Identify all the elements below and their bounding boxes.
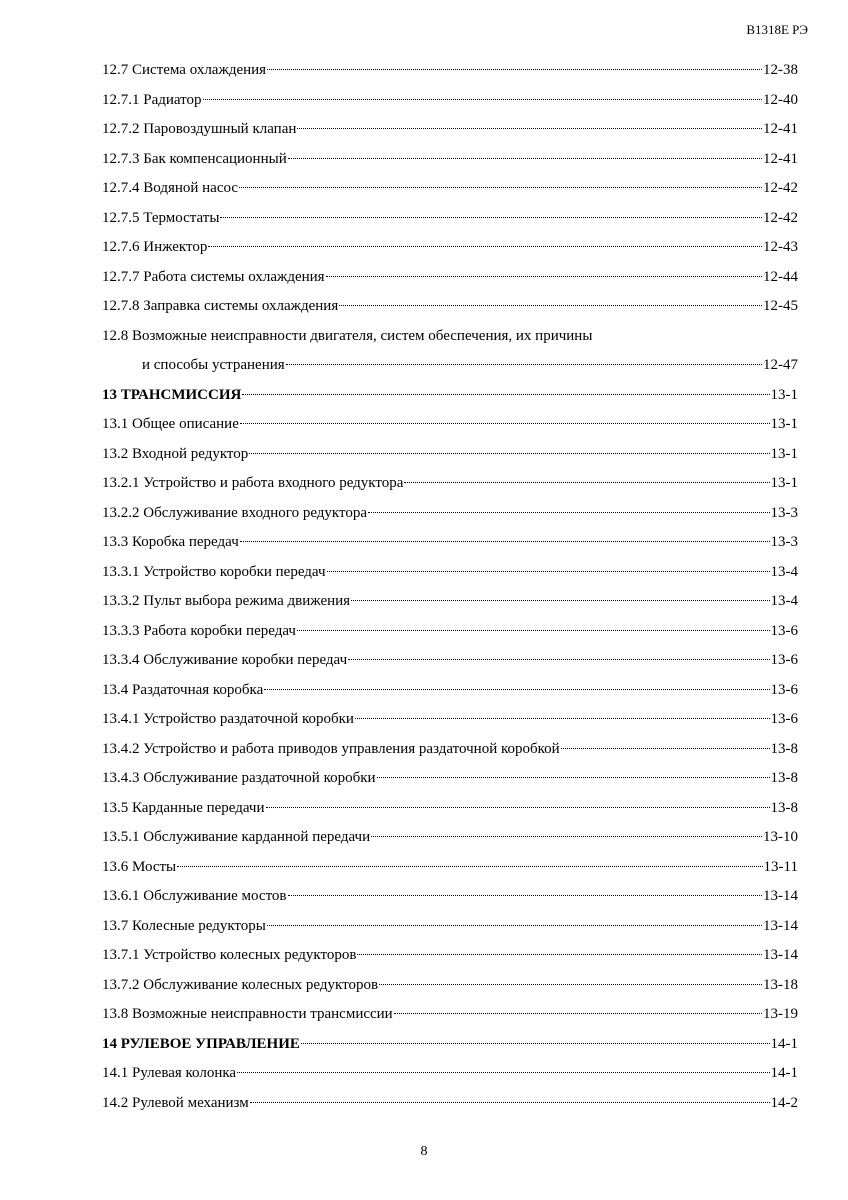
- toc-entry-page: 13-6: [770, 622, 798, 639]
- toc-leader-dots: [368, 512, 769, 513]
- toc-leader-dots: [351, 600, 769, 601]
- toc-entry-page: 12-41: [763, 150, 798, 167]
- toc-entry-page: 13-3: [770, 504, 798, 521]
- toc-entry-title: 12.7.1 Радиатор: [102, 91, 202, 108]
- toc-entry-title: 13.4 Раздаточная коробка: [102, 681, 264, 698]
- toc-entry-title: 13.5 Карданные передачи: [102, 799, 265, 816]
- toc-entry[interactable]: [102, 975, 798, 1005]
- toc-entry[interactable]: [102, 296, 798, 326]
- toc-entry-page: 12-45: [763, 298, 798, 314]
- toc-entry-title: 13 ТРАНСМИССИЯ: [102, 386, 242, 403]
- toc-entry-title: 12.7.3 Бак компенсационный: [102, 150, 287, 167]
- toc-entry[interactable]: [102, 90, 798, 120]
- toc-entry-title: 13.2.2 Обслуживание входного редуктора: [102, 504, 368, 521]
- toc-entry-title: 13.5.1 Обслуживание карданной передачи: [102, 829, 371, 845]
- toc-entry-page: 12-42: [763, 209, 798, 226]
- toc-entry-title: 13.2.1 Устройство и работа входного редуктора: [102, 475, 404, 491]
- toc-entry[interactable]: [102, 886, 798, 916]
- toc-leader-dots: [286, 364, 762, 365]
- toc-entry[interactable]: [102, 149, 798, 179]
- toc-entry[interactable]: [102, 857, 798, 887]
- toc-entry-continuation[interactable]: [102, 355, 798, 385]
- toc-entry-title: 12.7.7 Работа системы охлаждения: [102, 268, 325, 285]
- toc-leader-dots: [377, 777, 770, 778]
- toc-entry-page: 13-18: [763, 976, 798, 993]
- toc-leader-dots: [249, 453, 769, 454]
- toc-entry[interactable]: [102, 1093, 798, 1123]
- toc-entry[interactable]: [102, 60, 798, 90]
- toc-entry-page: 13-3: [770, 534, 798, 550]
- toc-entry-page: 13-14: [763, 888, 798, 904]
- toc-entry[interactable]: [102, 473, 798, 503]
- toc-entry-title: и способы устранения: [142, 357, 285, 373]
- toc-entry[interactable]: [102, 680, 798, 710]
- toc-entry-page: 13-14: [763, 947, 798, 963]
- toc-leader-dots: [237, 1072, 769, 1073]
- toc-entry-page: 13-6: [770, 681, 798, 698]
- toc-leader-dots: [371, 836, 762, 837]
- document-code: В1318Е РЭ: [746, 22, 808, 37]
- toc-entry[interactable]: [102, 562, 798, 592]
- toc-entry-page: 13-1: [770, 475, 798, 491]
- toc-leader-dots: [288, 895, 762, 896]
- toc-leader-dots: [267, 925, 762, 926]
- toc-entry-title: 13.3.3 Работа коробки передач: [102, 622, 296, 639]
- toc-entry-page: 13-6: [770, 652, 798, 668]
- toc-leader-dots: [355, 718, 770, 719]
- toc-leader-dots: [239, 187, 762, 188]
- toc-entry-page: 13-8: [770, 799, 798, 816]
- toc-entry[interactable]: [102, 945, 798, 975]
- toc-leader-dots: [357, 954, 762, 955]
- toc-leader-dots: [561, 748, 770, 749]
- toc-entry-title: 13.4.1 Устройство раздаточной коробки: [102, 711, 354, 727]
- toc-leader-dots: [203, 99, 762, 100]
- toc-leader-dots: [250, 1102, 770, 1103]
- toc-entry[interactable]: [102, 827, 798, 857]
- toc-entry-title: 14.1 Рулевая колонка: [102, 1065, 237, 1081]
- toc-entry-title: 13.3.4 Обслуживание коробки передач: [102, 652, 348, 668]
- toc-entry[interactable]: [102, 916, 798, 946]
- toc-entry-title: 13.3 Коробка передач: [102, 534, 239, 550]
- toc-entry-page: 13-10: [763, 829, 798, 845]
- toc-entry-page: 13-11: [763, 858, 798, 875]
- toc-leader-dots: [326, 276, 762, 277]
- toc-entry[interactable]: [102, 444, 798, 474]
- toc-entry-page: 13-1: [770, 445, 798, 462]
- toc-entry-page: 13-1: [770, 386, 798, 403]
- table-of-contents: [102, 60, 798, 1122]
- toc-entry-title: 12.7 Система охлаждения: [102, 62, 267, 78]
- toc-entry[interactable]: [102, 119, 798, 149]
- toc-leader-dots: [379, 984, 762, 985]
- toc-entry-title: 13.2 Входной редуктор: [102, 445, 249, 462]
- toc-entry-title: 14.2 Рулевой механизм: [102, 1094, 249, 1111]
- toc-leader-dots: [208, 246, 762, 247]
- toc-entry-title: 12.8 Возможные неисправности двигателя, систем обеспечения, их причины: [102, 327, 593, 344]
- toc-entry[interactable]: [102, 178, 798, 208]
- toc-entry-title: 12.7.6 Инжектор: [102, 239, 208, 255]
- toc-entry-page: 14-1: [770, 1065, 798, 1081]
- toc-leader-dots: [348, 659, 769, 660]
- toc-entry-page: 12-41: [763, 121, 798, 137]
- toc-leader-dots: [288, 158, 762, 159]
- toc-leader-dots: [177, 866, 762, 867]
- toc-leader-dots: [220, 217, 762, 218]
- toc-entry-title: 12.7.5 Термостаты: [102, 209, 220, 226]
- toc-entry[interactable]: [102, 621, 798, 651]
- toc-leader-dots: [394, 1013, 762, 1014]
- toc-entry[interactable]: [102, 709, 798, 739]
- toc-chapter-entry[interactable]: [102, 1034, 798, 1064]
- toc-entry[interactable]: [102, 208, 798, 238]
- toc-entry[interactable]: [102, 267, 798, 297]
- toc-entry-title: 13.6.1 Обслуживание мостов: [102, 888, 287, 904]
- page-number: 8: [420, 1144, 428, 1159]
- toc-entry-title: 13.8 Возможные неисправности трансмиссии: [102, 1006, 393, 1022]
- toc-entry-page: 14-1: [770, 1035, 798, 1052]
- toc-entry[interactable]: [102, 591, 798, 621]
- toc-leader-dots: [297, 630, 770, 631]
- toc-entry[interactable]: [102, 650, 798, 680]
- toc-entry[interactable]: [102, 414, 798, 444]
- toc-entry-title: 13.7.1 Устройство колесных редукторов: [102, 947, 357, 963]
- toc-entry[interactable]: [102, 798, 798, 828]
- toc-leader-dots: [242, 394, 769, 395]
- toc-entry-page: 13-8: [770, 770, 798, 786]
- toc-entry-title: 12.7.4 Водяной насос: [102, 180, 239, 196]
- toc-entry-title: 13.3.2 Пульт выбора режима движения: [102, 593, 351, 609]
- toc-entry[interactable]: [102, 768, 798, 798]
- toc-entry-page: 13-6: [770, 711, 798, 727]
- toc-entry-title: 13.4.3 Обслуживание раздаточной коробки: [102, 770, 376, 786]
- toc-leader-dots: [301, 1043, 770, 1044]
- toc-entry-page: 13-19: [763, 1006, 798, 1022]
- toc-leader-dots: [267, 69, 762, 70]
- toc-entry[interactable]: [102, 503, 798, 533]
- toc-entry-title: 13.7 Колесные редукторы: [102, 917, 266, 934]
- toc-entry[interactable]: [102, 326, 798, 356]
- toc-entry[interactable]: [102, 237, 798, 267]
- toc-leader-dots: [404, 482, 769, 483]
- toc-leader-dots: [266, 807, 770, 808]
- toc-entry-page: 12-38: [763, 62, 798, 78]
- toc-entry-title: 12.7.2 Паровоздушный клапан: [102, 121, 297, 137]
- toc-entry[interactable]: [102, 1004, 798, 1034]
- toc-leader-dots: [297, 128, 762, 129]
- toc-entry-page: 13-8: [770, 740, 798, 757]
- toc-entry-page: 12-43: [763, 239, 798, 255]
- toc-entry-title: 13.7.2 Обслуживание колесных редукторов: [102, 976, 379, 993]
- toc-entry-page: 13-1: [770, 416, 798, 432]
- toc-entry-title: 12.7.8 Заправка системы охлаждения: [102, 298, 339, 314]
- toc-chapter-entry[interactable]: [102, 385, 798, 415]
- toc-entry-title: 14 РУЛЕВОЕ УПРАВЛЕНИЕ: [102, 1035, 300, 1052]
- toc-entry-title: 13.1 Общее описание: [102, 416, 239, 432]
- toc-entry-page: 13-4: [770, 563, 798, 580]
- toc-entry[interactable]: [102, 532, 798, 562]
- toc-entry-title: 13.4.2 Устройство и работа приводов управления раздаточной коробкой: [102, 740, 560, 757]
- toc-entry-page: 13-4: [770, 593, 798, 609]
- toc-entry[interactable]: [102, 1063, 798, 1093]
- toc-entry-page: 14-2: [770, 1094, 798, 1111]
- toc-leader-dots: [240, 541, 770, 542]
- toc-entry[interactable]: [102, 739, 798, 769]
- toc-entry-page: 13-14: [763, 917, 798, 934]
- toc-entry-title: 13.6 Мосты: [102, 858, 177, 875]
- toc-entry-page: 12-42: [763, 180, 798, 196]
- toc-leader-dots: [327, 571, 770, 572]
- toc-leader-dots: [339, 305, 762, 306]
- toc-entry-page: 12-44: [763, 268, 798, 285]
- toc-leader-dots: [240, 423, 770, 424]
- toc-leader-dots: [264, 689, 769, 690]
- toc-entry-page: 12-40: [763, 91, 798, 108]
- toc-entry-title: 13.3.1 Устройство коробки передач: [102, 563, 326, 580]
- toc-entry-page: 12-47: [763, 357, 798, 373]
